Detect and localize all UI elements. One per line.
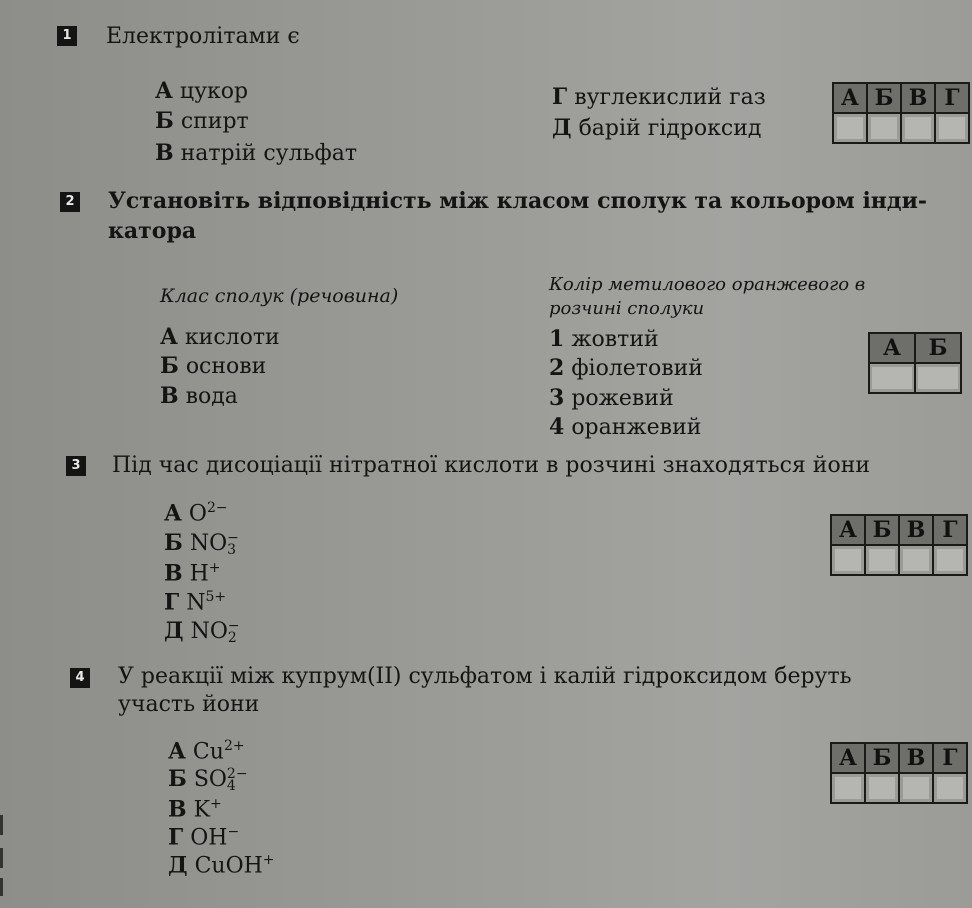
answer-cell[interactable] (899, 545, 933, 575)
grid-header-cell: Б (865, 743, 899, 773)
grid-header-cell: Г (933, 515, 967, 545)
q4-answer-grid (830, 742, 968, 804)
grid-header-cell: Б (867, 83, 901, 113)
q4-option-e: Д CuOH+ (168, 852, 275, 879)
grid-header-cell: А (831, 515, 865, 545)
answer-cell[interactable] (869, 363, 915, 393)
q4-option-d: Г OH− (168, 824, 240, 851)
q3-answer-grid (830, 514, 968, 576)
q2-left-c: В вода (160, 383, 238, 409)
q4-option-c: В K+ (168, 796, 222, 823)
question-1-text: Електролітами є (106, 24, 300, 49)
q2-answer-grid (868, 332, 962, 394)
answer-cell[interactable] (865, 545, 899, 575)
question-4-text-line1: У реакції між купрум(II) сульфатом і калій гідроксидом беруть (118, 664, 852, 689)
question-2-text-line1: Установіть відповідність між класом сполук та кольором інди- (108, 188, 928, 214)
margin-mark (0, 848, 3, 868)
question-number-badge: 2 (60, 192, 80, 212)
question-number-badge: 4 (70, 668, 90, 688)
q2-column2-header-line1: Колір метилового оранжевого в (549, 274, 866, 295)
grid-header-cell: Б (865, 515, 899, 545)
grid-header-cell: А (869, 333, 915, 363)
answer-cell[interactable] (933, 545, 967, 575)
q3-option-b: Б NO − 3 (164, 530, 239, 558)
question-4-text-line2: участь йони (118, 692, 260, 717)
q1-answer-grid (832, 82, 970, 144)
grid-header-cell: А (831, 743, 865, 773)
q4-option-b: Б SO 2− 4 (168, 766, 248, 794)
answer-cell[interactable] (833, 113, 867, 143)
question-2-text-line2: катора (108, 218, 197, 244)
q1-option-c: В натрій сульфат (155, 140, 358, 166)
q2-column1-header: Клас сполук (речовина) (160, 285, 399, 307)
question-3-text: Під час дисоціації нітратної кислоти в розчині знаходяться йони (112, 453, 871, 478)
answer-cell[interactable] (933, 773, 967, 803)
answer-cell[interactable] (901, 113, 935, 143)
q2-left-a: А кислоти (160, 324, 280, 350)
q1-option-e: Д барій гідроксид (552, 115, 762, 141)
q1-option-b: Б спирт (155, 108, 249, 134)
grid-header-cell: В (899, 743, 933, 773)
answer-cell[interactable] (865, 773, 899, 803)
grid-header-cell: Г (933, 743, 967, 773)
q3-option-e: Д NO − 2 (164, 618, 240, 646)
q3-option-a: А $O^{2-}$ (164, 500, 228, 527)
grid-header-cell: А (833, 83, 867, 113)
question-number-badge: 1 (57, 26, 77, 46)
grid-header-cell: Г (935, 83, 969, 113)
grid-header-cell: В (901, 83, 935, 113)
grid-header-cell: В (899, 515, 933, 545)
question-number-badge: 3 (66, 456, 86, 476)
answer-cell[interactable] (867, 113, 901, 143)
q2-left-b: Б основи (160, 353, 267, 379)
q2-column2-header-line2: розчині сполуки (549, 298, 705, 319)
q2-right-4: 4 оранжевий (549, 414, 702, 440)
answer-cell[interactable] (899, 773, 933, 803)
answer-cell[interactable] (831, 545, 865, 575)
answer-cell[interactable] (831, 773, 865, 803)
margin-mark (0, 878, 3, 896)
answer-cell[interactable] (935, 113, 969, 143)
q4-option-a: А $Cu^{2+}$ (168, 738, 245, 765)
q1-option-d: Г вуглекислий газ (552, 84, 766, 110)
q3-option-d: Г $N^{5+}$ (164, 589, 227, 616)
q2-right-1: 1 жовтий (549, 326, 659, 352)
margin-mark (0, 815, 3, 835)
answer-cell[interactable] (915, 363, 961, 393)
q1-option-a: А цукор (155, 78, 249, 104)
q2-right-2: 2 фіолетовий (549, 355, 703, 381)
q2-right-3: 3 рожевий (549, 385, 674, 411)
q3-option-c: В H+ (164, 560, 221, 587)
grid-header-cell: Б (915, 333, 961, 363)
